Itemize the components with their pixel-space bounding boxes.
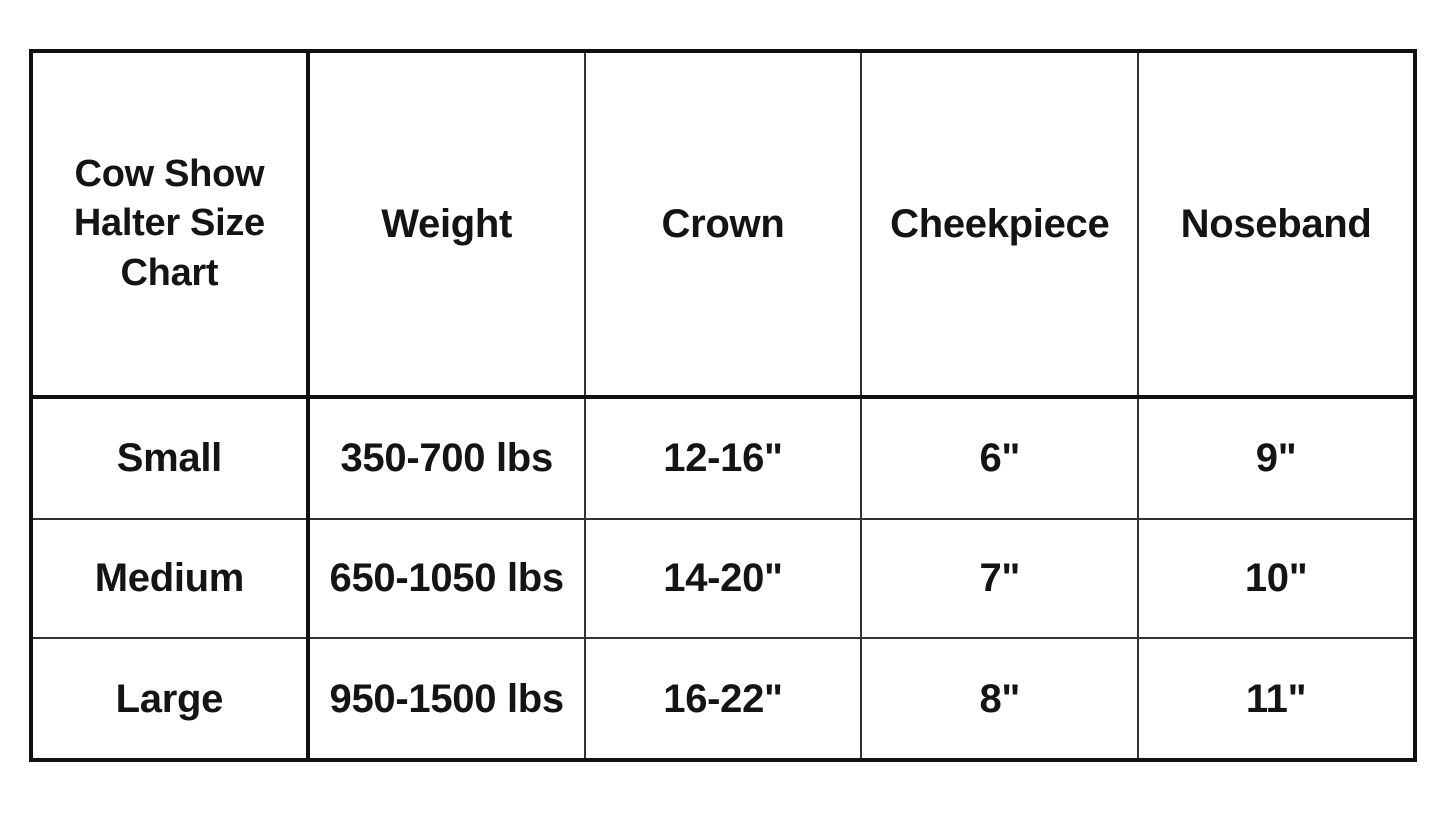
header-cell-crown: Crown [585,51,862,397]
header-cell-title: Cow Show Halter Size Chart [31,51,308,397]
row-large-crown: 16-22" [585,638,862,760]
row-large-cheekpiece: 8" [861,638,1138,760]
row-medium-noseband: 10" [1138,519,1415,639]
table-row [31,638,1415,760]
row-small-weight: 350-700 lbs [308,397,585,519]
table-row [31,397,1415,519]
table-row [31,519,1415,639]
row-medium-size: Medium [31,519,308,639]
cow-show-halter-size-chart-table [29,49,1417,762]
row-medium-cheekpiece: 7" [861,519,1138,639]
row-large-weight: 950-1500 lbs [308,638,585,760]
table-header-row [31,51,1415,397]
size-chart-container [29,49,1417,762]
row-small-cheekpiece: 6" [861,397,1138,519]
row-large-size: Large [31,638,308,760]
header-cell-noseband: Noseband [1138,51,1415,397]
row-medium-crown: 14-20" [585,519,862,639]
row-small-size: Small [31,397,308,519]
row-medium-weight: 650-1050 lbs [308,519,585,639]
header-cell-weight: Weight [308,51,585,397]
row-small-noseband: 9" [1138,397,1415,519]
row-large-noseband: 11" [1245,676,1307,721]
row-small-crown: 12-16" [585,397,862,519]
header-cell-cheekpiece: Cheekpiece [861,51,1138,397]
